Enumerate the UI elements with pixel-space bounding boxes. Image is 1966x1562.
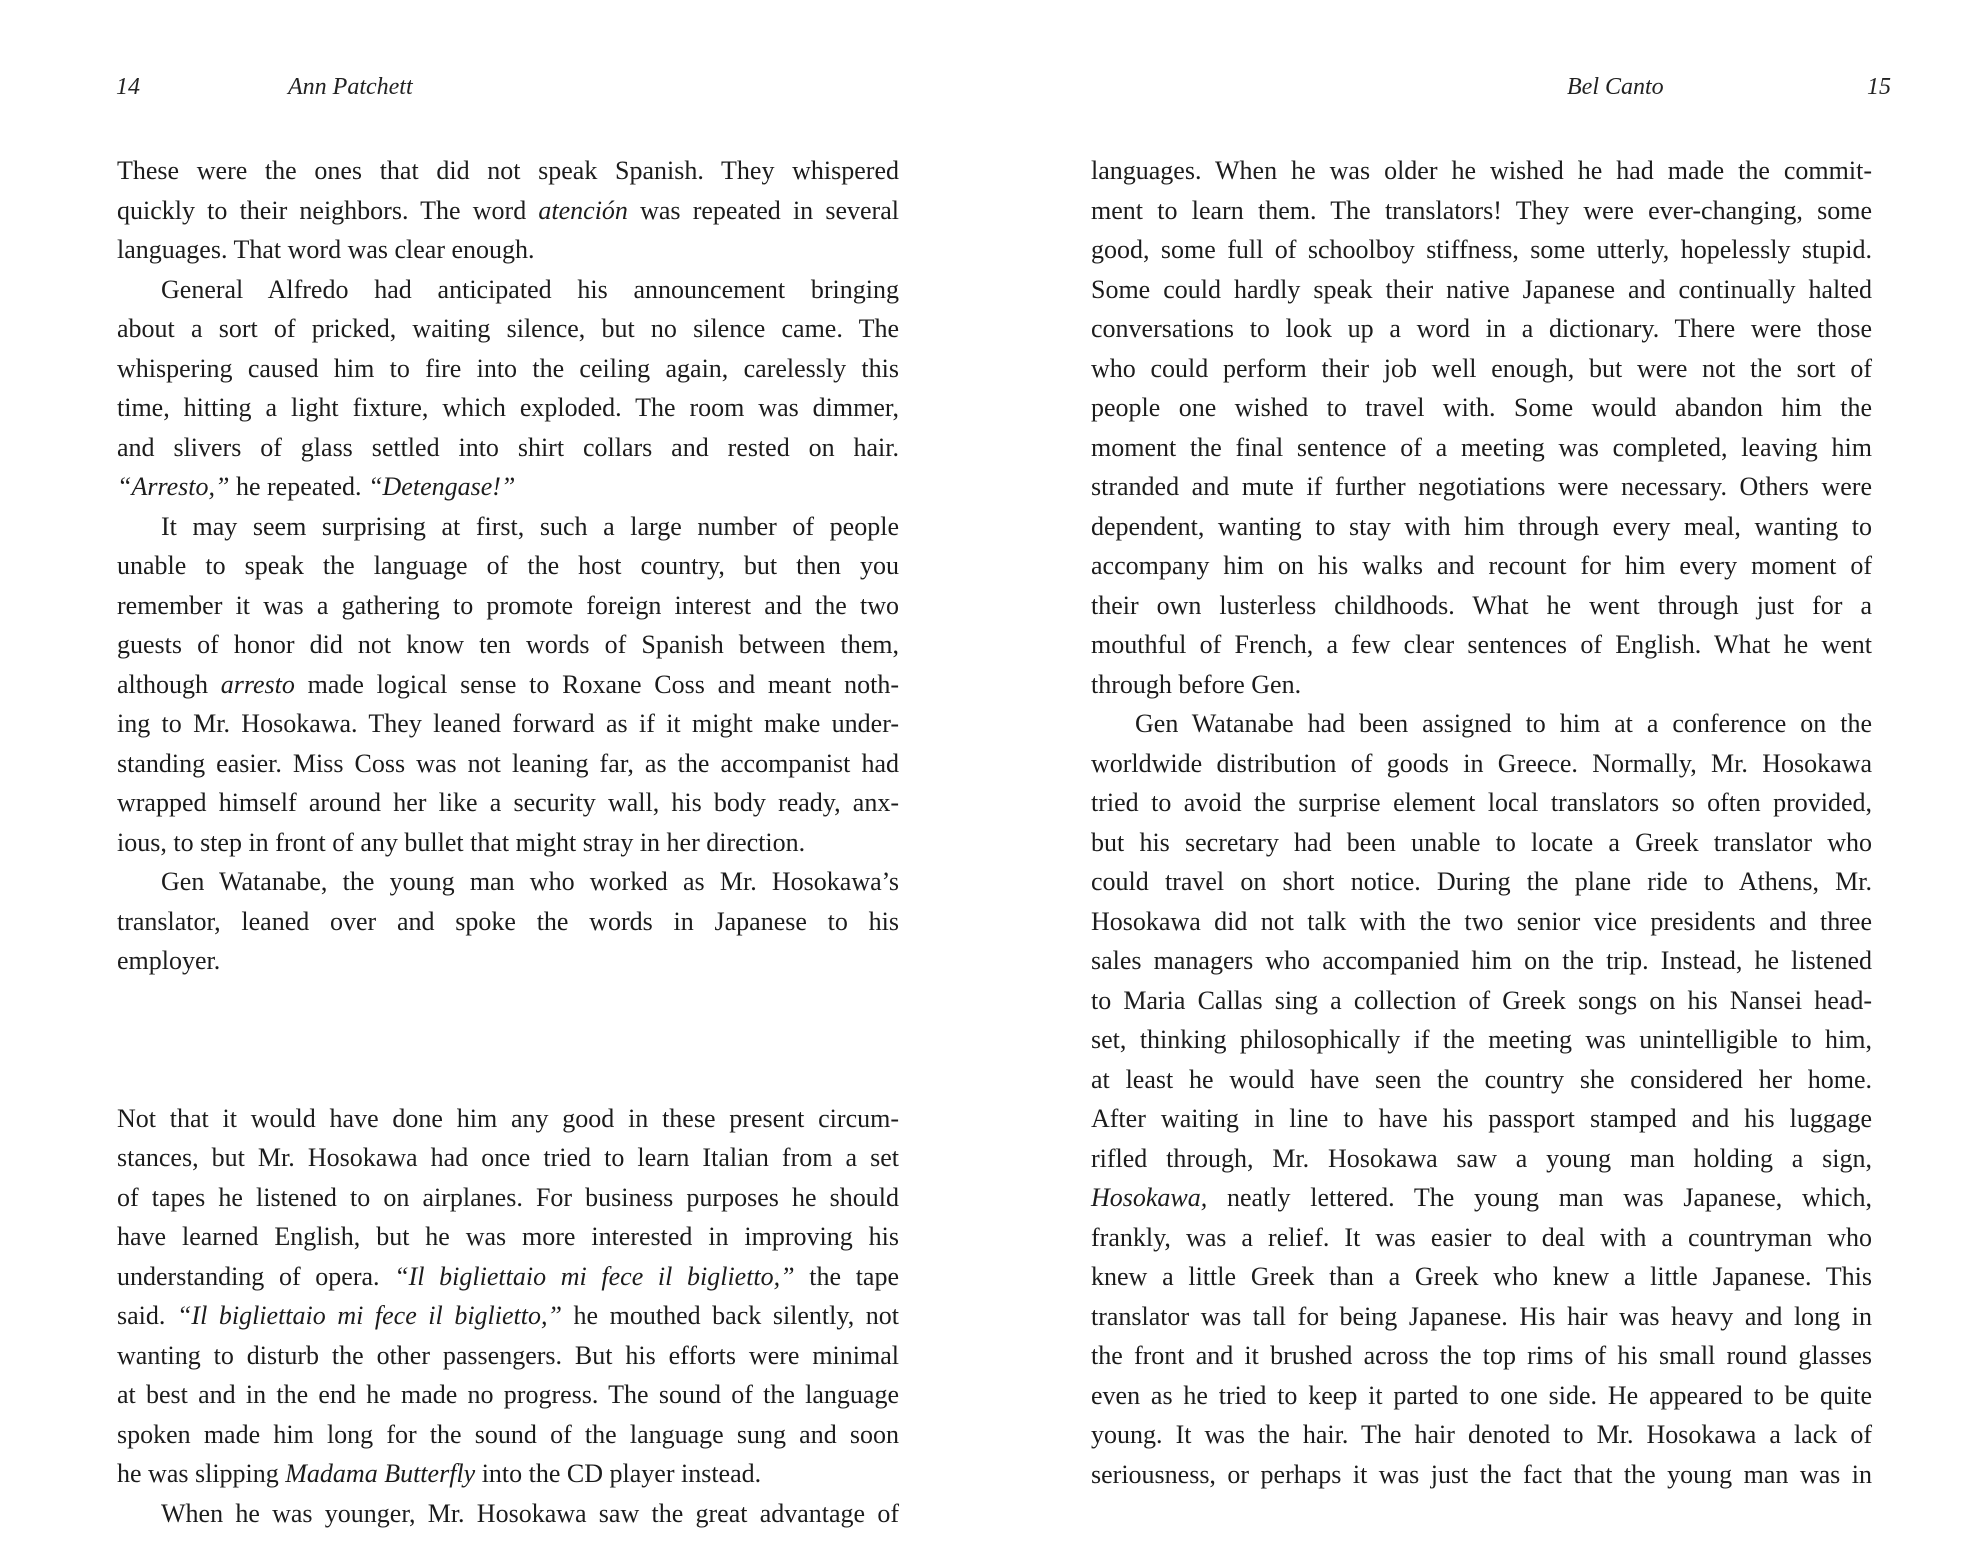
text-line: good, some full of schoolboy stiffness, some utterly, hopelessly stupid.: [1091, 235, 1872, 264]
text-line: dependent, wanting to stay with him through every meal, wanting to: [1091, 511, 1872, 541]
text-line: through before Gen.: [1091, 669, 1302, 699]
text-line: languages. That word was clear enough.: [117, 235, 535, 264]
text-line: ious, to step in front of any bullet that might stray in her direction.: [117, 827, 806, 857]
text-line: accompany him on his walks and recount for him every moment of: [1091, 551, 1872, 580]
text-line: unable to speak the language of the host country, but then you: [117, 551, 899, 580]
text-line: guests of honor did not know ten words of Spanish between them,: [117, 630, 899, 659]
text-line: have learned English, but he was more interested in improving his: [117, 1222, 899, 1251]
section-break: [117, 981, 899, 1099]
text-line: at best and in the end he made no progress. The sound of the language: [117, 1380, 899, 1409]
text-line: young. It was the hair. The hair denoted to Mr. Hosokawa a lack of: [1091, 1420, 1872, 1449]
text-line: translator was tall for being Japanese. His hair was heavy and long in: [1091, 1301, 1872, 1331]
text-line: rifled through, Mr. Hosokawa saw a young man holding a sign,: [1091, 1143, 1872, 1173]
text-line: of tapes he listened to on airplanes. For business purposes he should: [117, 1182, 899, 1212]
text-line: General Alfredo had anticipated his announcement bringing: [161, 274, 899, 304]
text-line: understanding of opera. “Il bigliettaio mi fece il biglietto,” the tape: [117, 1261, 899, 1291]
text-line: Some could hardly speak their native Japanese and continually halted: [1091, 274, 1872, 304]
text-line: stances, but Mr. Hosokawa had once tried to learn Italian from a set: [117, 1143, 899, 1172]
text-line: It may seem surprising at first, such a large number of people: [161, 511, 899, 541]
text-line: knew a little Greek than a Greek who knew a little Japanese. This: [1091, 1262, 1872, 1291]
text-line: quickly to their neighbors. The word atención was repeated in several: [117, 195, 899, 225]
text-line: ing to Mr. Hosokawa. They leaned forward as if it might make under-: [117, 709, 899, 738]
text-line: wanting to disturb the other passengers. But his efforts were minimal: [117, 1340, 899, 1370]
text-line: worldwide distribution of goods in Greece. Normally, Mr. Hosokawa: [1091, 748, 1872, 778]
text-line: Gen Watanabe had been assigned to him at a conference on the: [1135, 709, 1872, 738]
left-block-1: [117, 151, 899, 981]
text-line: even as he tried to keep it parted to one side. He appeared to be quite: [1091, 1380, 1872, 1410]
text-line: who could perform their job well enough, but were not the sort of: [1091, 353, 1872, 383]
left-page-number: 14: [116, 74, 140, 100]
text-line: and slivers of glass settled into shirt collars and rested on hair.: [117, 432, 899, 462]
text-line: he was slipping Madama Butterfly into the CD player instead.: [117, 1459, 762, 1488]
text-line: at least he would have seen the country she considered her home.: [1091, 1064, 1872, 1094]
right-block-1: [1091, 151, 1872, 1494]
text-line: Hosokawa did not talk with the two senior vice presidents and three: [1091, 906, 1872, 936]
text-line: tried to avoid the surprise element local translators so often provided,: [1091, 788, 1872, 817]
text-line: to Maria Callas sing a collection of Greek songs on his Nansei head-: [1091, 985, 1872, 1015]
text-line: translator, leaned over and spoke the words in Japanese to his: [117, 906, 899, 936]
left-page-text: [117, 151, 899, 1533]
text-line: about a sort of pricked, waiting silence, but no silence came. The: [117, 314, 899, 343]
text-line: sales managers who accompanied him on the trip. Instead, he listened: [1091, 946, 1872, 975]
text-line: said. “Il bigliettaio mi fece il biglietto,” he mouthed back silently, not: [117, 1301, 899, 1330]
text-line: Hosokawa, neatly lettered. The young man was Japanese, which,: [1091, 1183, 1872, 1212]
right-page-number: 15: [1867, 74, 1891, 100]
text-line: Gen Watanabe, the young man who worked as Mr. Hosokawa’s: [161, 867, 899, 896]
text-line: spoken made him long for the sound of the language sung and soon: [117, 1419, 899, 1449]
left-running-head-author: Ann Patchett: [288, 74, 413, 100]
right-running-head-title: Bel Canto: [1567, 74, 1664, 100]
text-line: stranded and mute if further negotiations were necessary. Others were: [1091, 472, 1872, 501]
text-line: although arresto made logical sense to Roxane Coss and meant noth-: [117, 669, 899, 699]
text-line: mouthful of French, a few clear sentences of English. What he went: [1091, 630, 1872, 659]
text-line: their own lusterless childhoods. What he went through just for a: [1091, 590, 1872, 620]
text-line: could travel on short notice. During the plane ride to Athens, Mr.: [1091, 867, 1872, 896]
text-line: seriousness, or perhaps it was just the fact that the young man was in: [1091, 1459, 1872, 1489]
text-line: Not that it would have done him any good in these present circum-: [117, 1103, 899, 1133]
text-line: standing easier. Miss Coss was not leaning far, as the accompanist had: [117, 748, 899, 778]
text-line: These were the ones that did not speak Spanish. They whispered: [117, 156, 899, 185]
text-line: remember it was a gathering to promote foreign interest and the two: [117, 590, 899, 620]
left-block-2: [117, 1099, 899, 1534]
text-line: the front and it brushed across the top rims of his small round glasses: [1091, 1341, 1872, 1370]
text-line: moment the final sentence of a meeting was completed, leaving him: [1091, 432, 1872, 462]
text-line: whispering caused him to fire into the ceiling again, carelessly this: [117, 353, 899, 383]
text-line: but his secretary had been unable to locate a Greek translator who: [1091, 827, 1872, 857]
text-line: employer.: [117, 946, 221, 975]
text-line: conversations to look up a word in a dictionary. There were those: [1091, 314, 1872, 343]
right-page: [983, 0, 1966, 1562]
text-line: time, hitting a light fixture, which exploded. The room was dimmer,: [117, 393, 899, 422]
text-line: languages. When he was older he wished he had made the commit-: [1091, 156, 1872, 185]
text-line: After waiting in line to have his passport stamped and his luggage: [1091, 1104, 1872, 1133]
text-line: set, thinking philosophically if the meeting was unintelligible to him,: [1091, 1025, 1872, 1054]
text-line: When he was younger, Mr. Hosokawa saw the great advantage of: [161, 1498, 899, 1528]
text-line: wrapped himself around her like a security wall, his body ready, anx-: [117, 788, 899, 817]
text-line: people one wished to travel with. Some would abandon him the: [1091, 393, 1872, 422]
text-line: frankly, was a relief. It was easier to deal with a countryman who: [1091, 1222, 1872, 1252]
text-line: ment to learn them. The translators! They were ever-changing, some: [1091, 195, 1872, 225]
text-line: “Arresto,” he repeated. “Detengase!”: [117, 472, 516, 501]
right-page-text: [1091, 151, 1872, 1494]
